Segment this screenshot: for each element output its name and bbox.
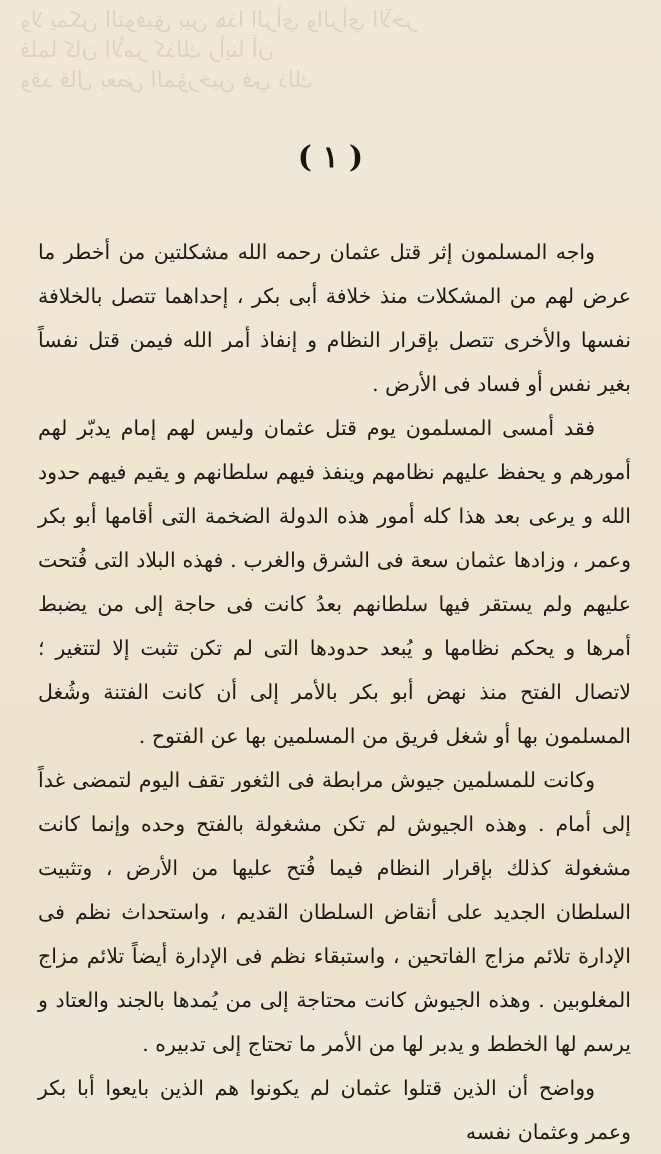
paragraph-3: وكانت للمسلمين جيوش مرابطة فى الثغور تقف اليوم لتمضى غداً إلى أمام . وهذه الجيوش لم تكن مشغولة بالفتح وحده وإنما كانت مشغولة كذلك بإقرار النظام فيما فُتح عليها من الأرض ، وتثبيت السلطان الجديد على أنقاض السلطان القديم ، واستحداث نظم فى الإدارة تلائم مزاج الفاتحين ، واستبقاء نظم فى الإدارة أيضاً تلائم مزاج المغلوبين . وهذه الجيوش كانت محتاجة إلى من يُمدها بالجند والعتاد و يرسم لها الخطط و يدبر لها من الأمر ما تحتاج إلى تدبيره .: [38, 768, 631, 1056]
paragraph-4: وواضح أن الذين قتلوا عثمان لم يكونوا هم الذين بايعوا أبا بكر وعمر وعثمان نفسه: [38, 1076, 631, 1144]
bleed-line: ولا يمكن التوفيق بين هذا الرأي والرأي الآخر: [20, 8, 417, 33]
paragraph-2: فقد أمسى المسلمون يوم قتل عثمان وليس لهم إمام يدبّر لهم أمورهم و يحفظ عليهم نظامهم وينفذ فيهم سلطانهم و يقيم فيهم حدود الله و يرعى بعد هذا كله أمور هذه الدولة الضخمة التى أقامها أبو بكر وعمر ، وزادها عثمان سعة فى الشرق والغرب . فهذه البلاد التى فُتحت عليهم ولم يستقر فيها سلطانهم بعدُ كانت فى حاجة إلى من يضبط أمرها و يحكم نظامها و يُبعد حدودها التى لم تكن تثبت إلا لتتغير ؛ لاتصال الفتح منذ نهض أبو بكر بالأمر إلى أن كانت الفتنة وشُغل المسلمون بها أو شغل فريق من المسلمين بها عن الفتوح .: [38, 416, 631, 748]
bleed-line: فلما كان الأمر كذلك رأينا أن: [20, 38, 274, 63]
chapter-body: [38, 230, 631, 1154]
show-through-text: [20, 6, 641, 126]
bleed-line: وقد قال بعض المؤرخين في ذلك: [20, 68, 313, 93]
paragraph-1: واجه المسلمون إثر قتل عثمان رحمه الله مشكلتين من أخطر ما عرض لهم من المشكلات منذ خلافة أبى بكر ، إحداهما تتصل بالخلافة نفسها والأخرى تتصل بإقرار النظام و إنفاذ أمر الله فيمن قتل نفساً بغير نفس أو فساد فى الأرض .: [38, 240, 631, 396]
chapter-number: ( ١ ): [297, 140, 364, 175]
